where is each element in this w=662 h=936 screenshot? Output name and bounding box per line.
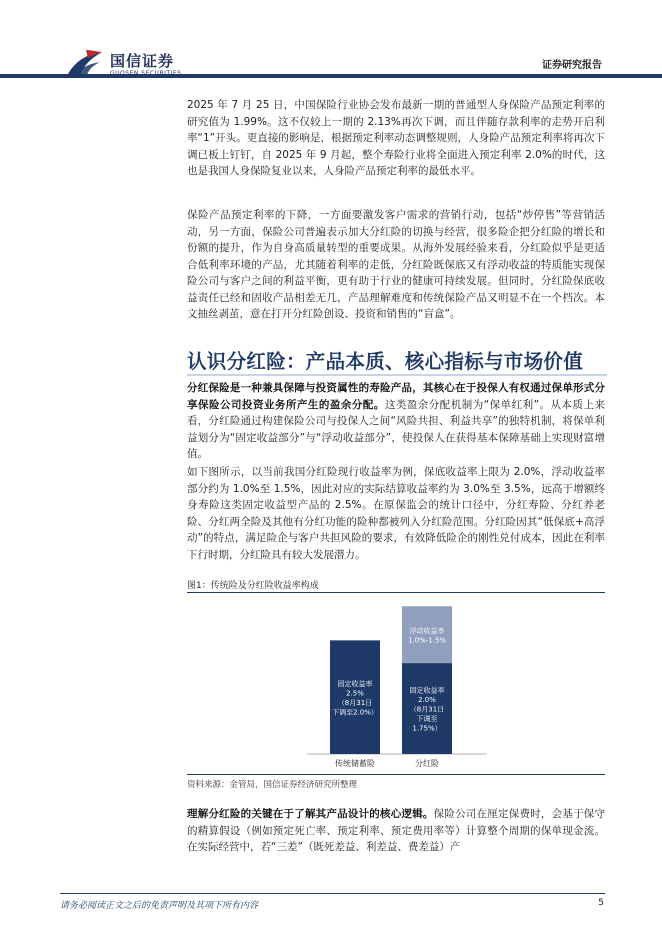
- definition-body: 这类盈余分配机制为“保单红利”。从本质上来看，分红险通过构建保险公司与投保人之间“风险共担、利益共享”的独特机制，将保单利益划分为“固定收益部分”与“浮动收益部分”，使投保人在获得基本保障基础上实现财富增值。: [187, 398, 606, 460]
- bar-label-0-0-2: （8月31日: [337, 698, 373, 707]
- paragraph-intro: 2025 年 7 月 25 日，中国保险行业协会发布最新一期的普通型人身保险产品预定利率的研究值为 1.99%。这不仅较上一期的 2.13%再次下调，而且伴随存款利率的走势开启利率“1”开头。更直接的影响是，根据预定利率动态调整规则，人身险产品预定利率将再次下调已板上钉钉，自 2025 年 9 月起，整个寿险行业将全面进入预定利率 2.0%的时代，这也是我国人身保险复业以来，人身险产品预定利率的最低水平。: [187, 99, 605, 177]
- page-header: [0, 0, 662, 82]
- bar-label-1-1-0: 浮动收益率: [409, 626, 445, 635]
- paragraph-definition: [187, 380, 605, 463]
- bar-label-1-1-1: 1.0%-1.5%: [407, 636, 447, 645]
- section-title: 认识分红险：产品本质、核心指标与市场价值: [187, 350, 584, 373]
- paragraph-background: 保险产品预定利率的下降，一方面要激发客户需求的营销行动，包括“炒停售”等营销活动，另一方面，保险公司普遍表示加大分红险的切换与经营，很多险企把分红险的增长和份额的提升，作为自身高质量转型的重要成果。从海外发展经验来看，分红险似乎是更适合低利率环境的产品，尤其随着利率的走低，分红险既保底又有浮动收益的特质能实现保险公司与客户之间的利益平衡，更有助于行业的健康可持续发展。但同时，分红险保底收益责任已经和固收产品相差无几，产品理解难度和传统保险产品又明显不在一个档次。本文抽丝剥茧，意在打开分红险创设、投资和销售的“盲盒”。: [187, 209, 605, 320]
- footer-divider: [60, 893, 605, 894]
- design-logic-body: 保险公司在厘定保费时，会基于保守的精算假设（例如预定死亡率、预定利率、预定费用率等）计算整个周期的保单现金流。在实际经营中，若“三差”（既死差益、利差益、费差益）产: [187, 808, 606, 853]
- bar-label-1-0-0: 固定收益率: [409, 686, 445, 695]
- figure-source: 资料来源：金管局，国信证券经济研究所整理: [187, 780, 358, 790]
- bar-label-1-0-4: 1.75%）: [412, 724, 442, 733]
- header-divider: [0, 74, 662, 78]
- logo-text-cn: 国信证券: [110, 52, 175, 70]
- bar-label-1-0-1: 2.0%: [418, 696, 436, 705]
- chart-svg: [187, 596, 605, 772]
- figure-caption: 图1：传统险及分红险收益率构成: [187, 581, 319, 591]
- category-label-1: 分红险: [415, 759, 439, 768]
- paragraph-design-logic: [187, 806, 605, 856]
- report-type-label: 证券研究报告: [542, 60, 602, 71]
- section-divider: [187, 374, 607, 376]
- bar-label-1-0-2: （8月31日: [409, 705, 445, 714]
- footer-disclaimer: 请务必阅读正文之后的免责声明及其项下所有内容: [60, 901, 259, 911]
- figure-top-rule: [187, 592, 605, 593]
- bar-label-0-0-3: 下调至2.0%）: [332, 708, 378, 717]
- paragraph-yield-explanation: 如下图所示，以当前我国分红险现行收益率为例，保底收益率上限为 2.0%，浮动收益率部分约为 1.0%至 1.5%，因此对应的实际结算收益率约为 3.0%至 3.5%，远高于增额终身寿险这类固定收益型产品的 2.5%。在原保监会的统计口径中，分红寿险、分红养老险、分红两全险及其他有分红功能的险种都被列入分红险范围。分红险因其“低保底+高浮动”的特点，满足险企与客户共担风险的要求，有效降低险企的刚性兑付成本，因此在利率下行时期，分红险具有较大发展潜力。: [187, 466, 605, 561]
- category-label-0: 传统储蓄险: [335, 759, 375, 768]
- bar-label-1-0-3: 下调至: [416, 715, 438, 724]
- bar-label-0-0-0: 固定收益率: [337, 679, 373, 688]
- yield-composition-chart: [187, 596, 605, 772]
- figure-bottom-rule: [187, 774, 605, 775]
- bar-label-0-0-1: 2.5%: [346, 689, 364, 698]
- definition-lead: 分红保险是一种兼具保障与投资属性的寿险产品，其核心在于投保人有权通过保单形式分享保险公司投资业务所产生的盈余分配。: [187, 382, 605, 411]
- page-number: 5: [598, 898, 604, 908]
- design-logic-lead: 理解分红险的关键在于了解其产品设计的核心逻辑。: [187, 808, 434, 820]
